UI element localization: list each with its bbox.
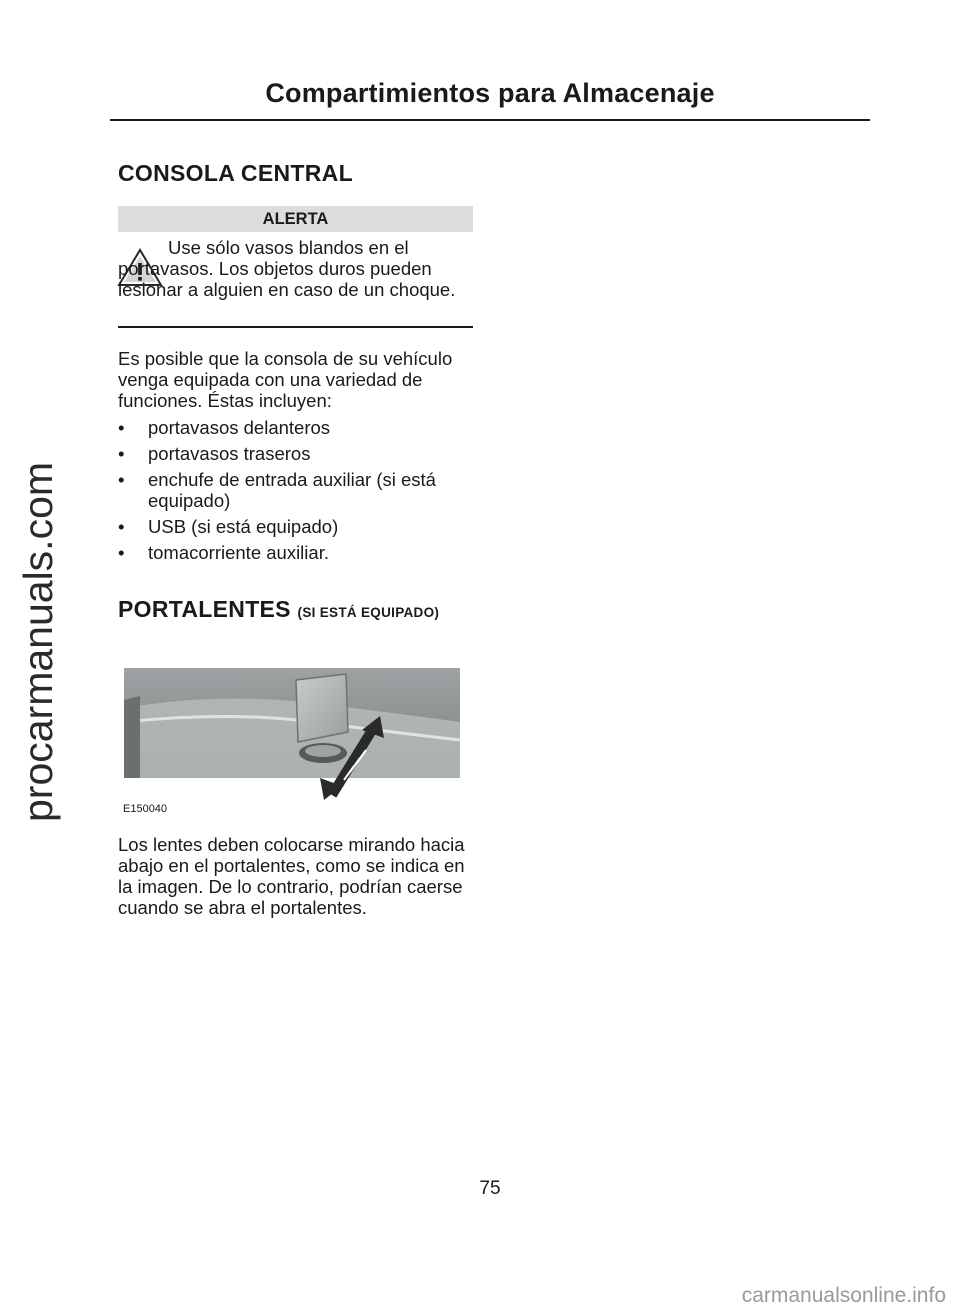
list-item: • enchufe de entrada auxiliar (si está equipado) [118,469,436,511]
console-section-title: CONSOLA CENTRAL [118,160,353,186]
figure-code: E150040 [123,803,168,815]
list-item: • portavasos traseros [118,443,311,464]
alert-bar: ALERTA [118,206,473,232]
list-item: • USB (si está equipado) [118,516,339,537]
glasses-section-title [118,596,439,623]
header-rule [110,119,870,121]
side-watermark: procarmanuals.com [15,461,61,822]
glasses-holder-figure [118,660,463,820]
alert-text: Use sólo vasos blandos en el portavasos. Los objetos duros pueden lesionar a alguien en caso de un choque. [118,237,456,300]
page-header: Compartimientos para Almacenaje [265,78,715,108]
glasses-title: PORTALENTES [118,596,291,622]
footer-watermark: carmanualsonline.info [741,1284,946,1307]
list-item: • portavasos delanteros [118,417,331,438]
list-item: • tomacorriente auxiliar. [118,542,329,563]
glasses-title-note: (SI ESTÁ EQUIPADO) [297,605,440,620]
console-intro: Es posible que la consola de su vehículo venga equipada con una variedad de funciones. Éstas incluyen: [118,348,453,411]
glasses-text: Los lentes deben colocarse mirando hacia abajo en el portalentes, como se indica en la imagen. De lo contrario, podrían caerse cuando se abra el portalentes. [118,834,465,918]
page-number: 75 [479,1178,501,1199]
alert-rule [118,326,473,328]
feature-list [118,417,478,568]
